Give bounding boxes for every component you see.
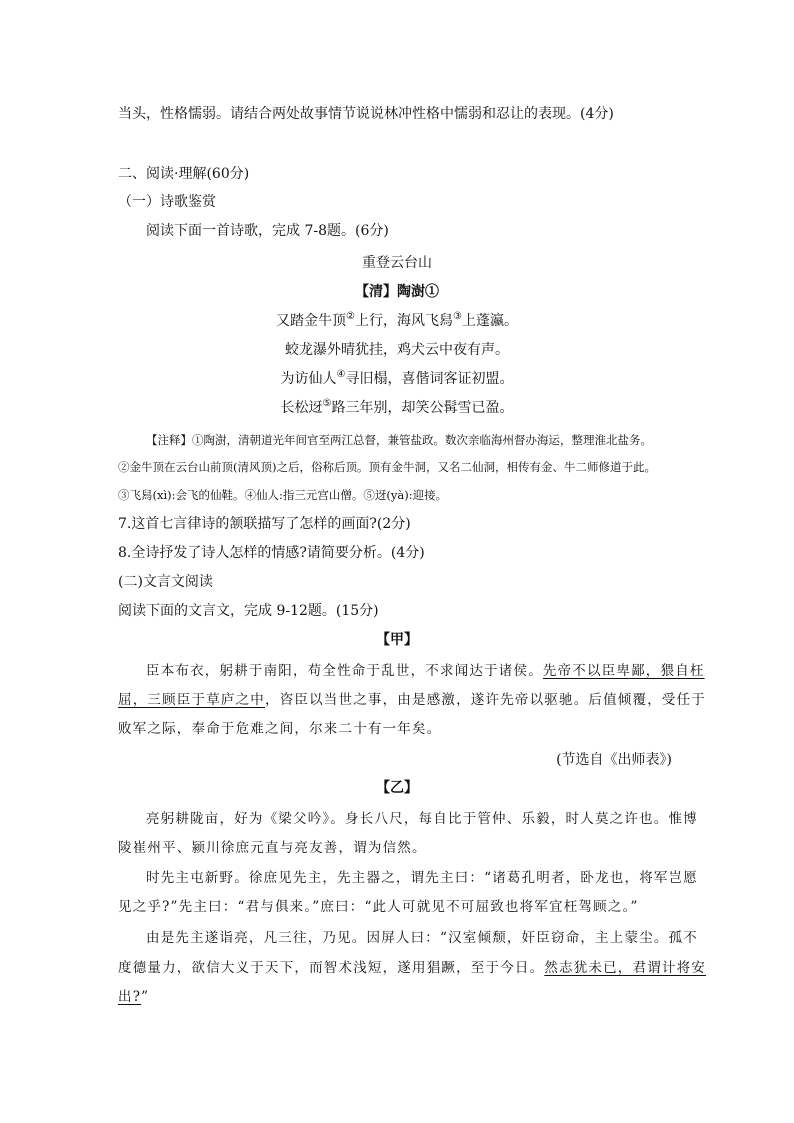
yi-line-1: 亮躬耕陇亩，好为《梁父吟》。身长八尺，每自比于管仲、乐毅，时人莫之许也。惟博 [146, 811, 698, 827]
section-heading: 二、阅读·理解(60分) [118, 166, 250, 182]
yi-line-4: 见之乎?”先主曰：“君与俱来。”庶曰：“此人可就见不可屈致也将军宜枉驾顾之。” [118, 899, 639, 915]
question-7: 7.这首七言律诗的颔联描写了怎样的画面?(2分) [118, 516, 411, 532]
yi-underlined-2: 出? [118, 989, 142, 1005]
jia-source: (节选自《出师表》) [556, 752, 672, 768]
note-ref-5: ⑤ [322, 398, 332, 409]
part2-heading: (二)文言文阅读 [118, 574, 213, 590]
jia-line-2: 屈，三顾臣于草庐之中，咨臣以当世之事，由是感激，遂许先帝以驱驰。后值倾覆，受任于 [118, 692, 706, 708]
poem-line-4: 长松迓⑤路三年别，却笑公髯雪已盈。 [280, 398, 514, 416]
annotation-line-1: 【注释】①陶澍，清朝道光年间官至两江总督，兼管盐政。数次亲临海州督办海运，整理淮北盐务。 [146, 433, 652, 447]
note-ref-2: ② [346, 311, 355, 322]
jia-line-3: 败军之际，奉命于危难之间，尔来二十有一年矣。 [118, 721, 442, 737]
jia-line-1: 臣本布衣，躬耕于南阳，苟全性命于乱世，不求闻达于诸侯。先帝不以臣卑鄙，猥自枉 [146, 663, 705, 679]
passage-yi-label: 【乙】 [376, 780, 418, 796]
yi-underlined-1: 然志犹未已，君谓计将安 [544, 960, 707, 976]
yi-line-3: 时先主屯新野。徐庶见先主，先主器之，谓先主曰：“诸葛孔明者，卧龙也，将军岂愿 [146, 870, 699, 886]
yi-line-5: 由是先主遂诣亮，凡三往，乃见。因屏人曰：“汉室倾颓，奸臣窃命，主上蒙尘。孤不 [146, 930, 699, 946]
jia-underlined-1: 先帝不以臣卑鄙，猥自枉 [542, 663, 705, 679]
jia-underlined-2: 屈，三顾臣于草庐之中 [118, 692, 265, 708]
part1-heading: （一）诗歌鉴赏 [118, 194, 216, 210]
yi-line-2: 陵崔州平、颍川徐庶元直与亮友善，谓为信然。 [118, 840, 427, 856]
poem-title: 重登云台山 [362, 255, 432, 271]
part1-instruction: 阅读下面一首诗歌，完成 7-8题。(6分) [146, 223, 389, 239]
prev-question-text: 当头，性格懦弱。请结合两处故事情节说说林冲性格中懦弱和忍让的表现。(4分) [118, 106, 614, 122]
yi-line-7: 出?” [118, 989, 150, 1005]
question-8: 8.全诗抒发了诗人怎样的情感?请简要分析。(4分) [118, 545, 425, 561]
poem-line-3: 为访仙人④寻旧榻，喜偕词客证初盟。 [280, 369, 514, 387]
yi-line-6: 度德量力，欲信大义于天下，而智术浅短，遂用猖蹶，至于今日。然志犹未已，君谓计将安 [118, 960, 707, 976]
poem-line-1: 又踏金牛顶②上行，海风飞舄③上蓬瀛。 [276, 311, 518, 329]
note-ref-3: ③ [453, 311, 462, 322]
poem-line-2: 蛟龙瀑外晴犹挂，鸡犬云中夜有声。 [285, 342, 509, 358]
passage-jia-label: 【甲】 [376, 632, 418, 648]
note-ref-4: ④ [336, 369, 346, 380]
annotation-line-3: ③飞舄(xì):会飞的仙鞋。④仙人:指三元宫山僧。⑤迓(yà):迎接。 [118, 488, 448, 502]
part2-instruction: 阅读下面的文言文，完成 9-12题。(15分) [118, 603, 379, 619]
poem-author: 【清】陶澍① [355, 284, 439, 300]
annotation-line-2: ②金牛顶在云台山前顶(清风顶)之后，俗称后顶。顶有金牛洞，又名二仙洞，相传有金、牛二师修道于此。 [118, 460, 656, 474]
